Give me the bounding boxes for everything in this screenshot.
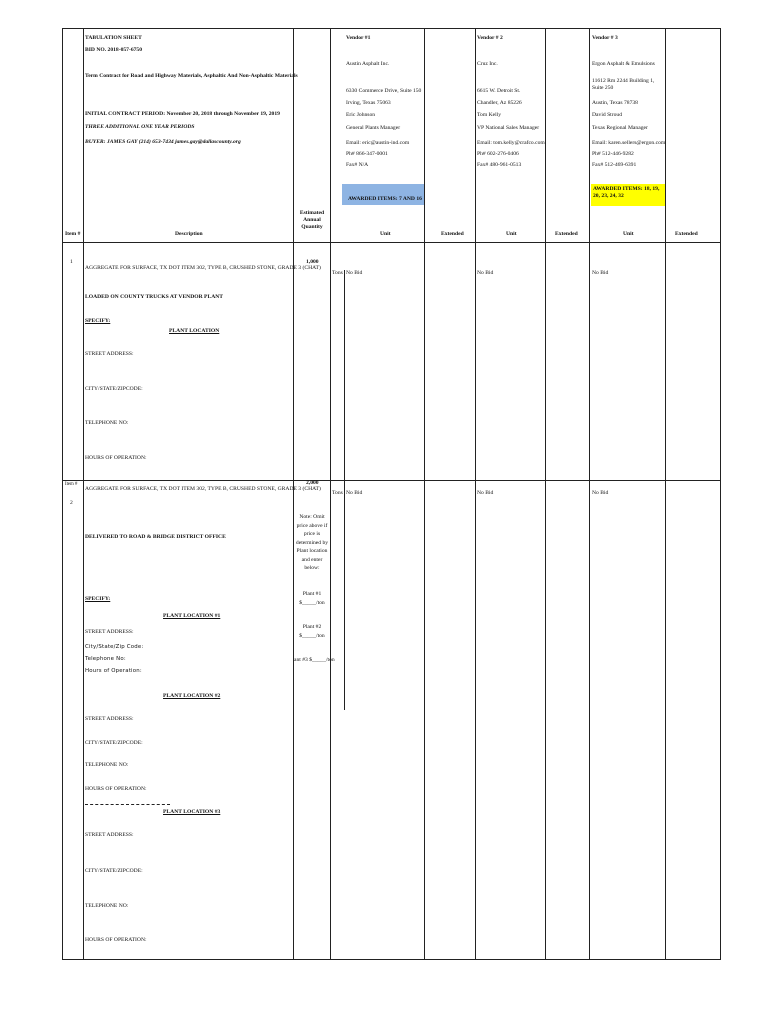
bid-number: BID NO. 2018-057-6750 [85,47,143,53]
vendor3-contact: David Stroud [592,112,622,118]
buyer-info: BUYER: JAMES GAY (214) 653-7434 james.gay@dallascounty.org [85,139,241,145]
item1-street: STREET ADDRESS: [85,351,134,357]
vendor3-email: Email: karen.sellers@ergon.com [592,140,666,146]
item1-sub: LOADED ON COUNTY TRUCKS AT VENDOR PLANT [85,294,223,300]
item1-hours: HOURS OF OPERATION: [85,455,147,461]
col-vendor2-extended: Extended [555,231,578,237]
item2-plant2-telephone: TELEPHONE NO: [85,762,129,768]
item2-plant1-telephone: Telephone No: [85,656,126,662]
vendor2-heading: Vendor # 2 [477,35,503,41]
contract-renewals: THREE ADDITIONAL ONE YEAR PERIODS [85,124,195,130]
vendor3-fax: Fax# 512-469-6391 [592,162,637,168]
item2-marker: Item # [65,482,78,487]
col-vendor3-unit: Unit [623,231,634,237]
item2-note: Note: Omit price above if price is determined by Plant location and enter below: [295,514,329,571]
vendor3-address2: Austin, Texas 78738 [592,100,638,106]
item2-plant2-heading: PLANT LOCATION #2 [163,693,221,699]
vendor1-address2: Irving, Texas 75063 [346,100,391,106]
vendor1-email: Email: eric@austin-ind.com [346,140,410,146]
vendor1-awarded: AWARDED ITEMS: 7 AND 16 [348,196,422,202]
vendor3-title: Texas Regional Manager [592,125,648,131]
item2-plant3-city: CITY/STATE/ZIPCODE: [85,868,143,874]
item2-qty: 2,000 [306,480,319,486]
item1-vendor1-bid: No Bid [346,270,363,276]
item1-number: 1 [70,259,73,265]
item2-plant3-price: ant #3 $_____/ton [294,657,335,663]
item2-plant1-hours: Hours of Operation: [85,668,142,674]
col-vendor3-extended: Extended [675,231,698,237]
vendor2-phone: Ph# 602-276-0406 [477,151,519,157]
item2-plant1-street: STREET ADDRESS: [85,629,134,635]
col-item: Item # [65,231,81,237]
vendor1-title: General Plants Manager [346,125,401,131]
vendor2-name: Cruz Inc. [477,61,498,67]
col-vendor1-unit: Unit [380,231,391,237]
item2-number: 2 [70,500,73,506]
sheet-title: TABULATION SHEET [85,35,142,41]
item2-uom: Tons [332,490,343,496]
item2-plant2-street: STREET ADDRESS: [85,716,134,722]
col-description: Description [175,231,203,237]
item1-specify: SPECIFY: [85,318,111,324]
contract-description: Term Contract for Road and Highway Materials, Asphaltic And Non-Asphaltic Materials [85,73,298,79]
item2-vendor3-bid: No Bid [592,490,609,496]
vendor1-phone: Ph# 866-347-0001 [346,151,388,157]
vendor2-email: Email: tom.kelly@crafco.com [477,140,545,146]
vendor1-fax: Fax# N/A [346,162,369,168]
vendor3-phone: Ph# 512-446-9282 [592,151,634,157]
item1-telephone: TELEPHONE NO: [85,420,129,426]
item2-plant3-street: STREET ADDRESS: [85,832,134,838]
tabulation-sheet [62,28,720,960]
item2-vendor1-bid: No Bid [346,490,363,496]
vendor3-address1: 11612 Rm 2244 Building 1, Suite 250 [592,78,655,91]
item2-vendor2-bid: No Bid [477,490,494,496]
vendor2-fax: Fax# 480-961-0513 [477,162,522,168]
item2-sub: DELIVERED TO ROAD & BRIDGE DISTRICT OFFICE [85,534,226,540]
col-vendor2-unit: Unit [506,231,517,237]
item2-specify: SPECIFY: [85,596,111,602]
vendor3-name: Ergon Asphalt & Emulsions [592,61,655,67]
vendor2-title: VP National Sales Manager [477,125,540,131]
item2-plant3-heading: PLANT LOCATION #3 [163,809,221,815]
vendor3-awarded: AWARDED ITEMS: 18, 19, 20, 23, 24, 32 [593,186,660,199]
vendor1-address1: 6330 Commerce Drive, Suite 150 [346,88,422,94]
vendor1-name: Austin Asphalt Inc. [346,61,390,67]
item2-plant2-city: CITY/STATE/ZIPCODE: [85,740,143,746]
item2-plant3-telephone: TELEPHONE NO: [85,903,129,909]
item1-description: AGGREGATE FOR SURFACE, TX DOT ITEM 302, TYPE B, CRUSHED STONE, GRADE 3 (CHAT) [85,265,321,271]
col-vendor1-extended: Extended [441,231,464,237]
item2-plant2-price: Plant #2 $_____/ton [299,624,325,639]
vendor2-address1: 6615 W. Detroit St. [477,88,521,94]
item2-plant3-hours: HOURS OF OPERATION: [85,937,147,943]
item1-uom: Tons [332,270,343,276]
item1-vendor2-bid: No Bid [477,270,494,276]
item1-plant-heading: PLANT LOCATION [169,328,220,334]
vendor3-heading: Vendor # 3 [592,35,618,41]
item2-plant2-hours: HOURS OF OPERATION: [85,786,147,792]
item2-plant1-price: Plant #1 $_____/ton [299,591,325,606]
col-est-qty: Estimated Annual Quantity [299,210,325,230]
vendor2-contact: Tom Kelly [477,112,501,118]
vendor2-address2: Chandler, Az 85226 [477,100,522,106]
contract-period: INITIAL CONTRACT PERIOD: November 20, 2018 through November 19, 2019 [85,111,280,117]
vendor1-contact: Eric Johnson [346,112,376,118]
item2-plant1-heading: PLANT LOCATION #1 [163,613,221,619]
item2-divider [85,804,170,805]
item2-plant1-city: City/State/Zip Code: [85,644,144,650]
item1-city: CITY/STATE/ZIPCODE: [85,386,143,392]
item2-description: AGGREGATE FOR SURFACE, TX DOT ITEM 302, TYPE B, CRUSHED STONE, GRADE 3 (CHAT) [85,486,321,492]
item1-qty: 1,000 [306,259,319,265]
item1-vendor3-bid: No Bid [592,270,609,276]
vendor1-heading: Vendor #1 [346,35,371,41]
